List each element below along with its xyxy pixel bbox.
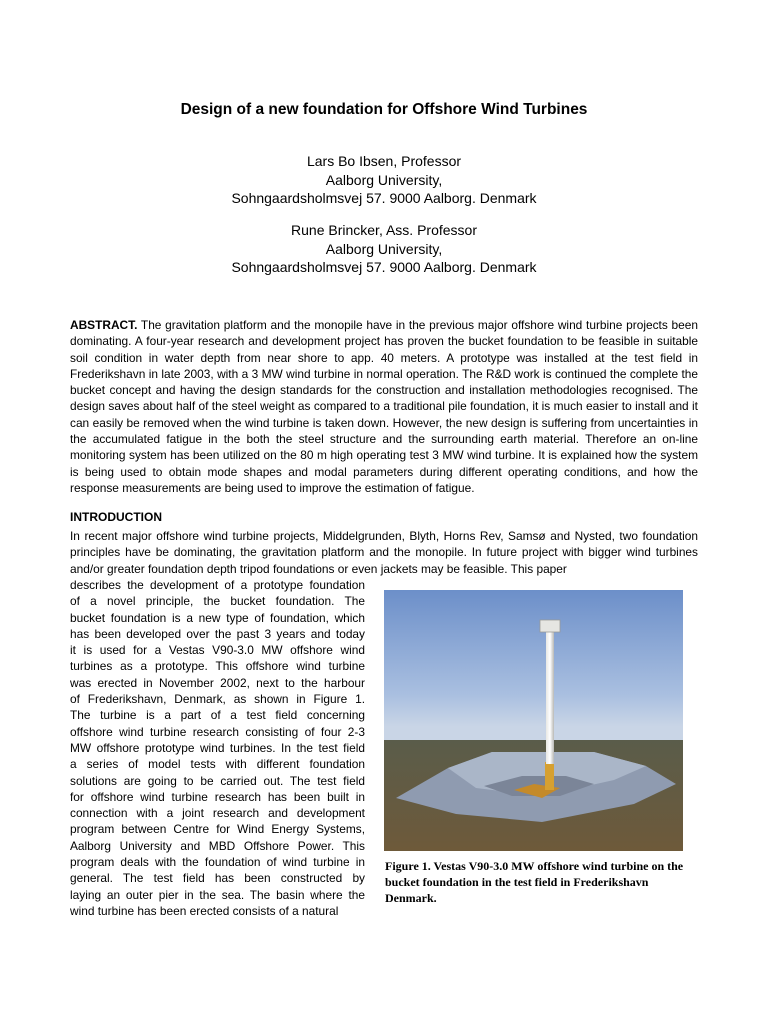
text-line: was erected in November 2002, next to the harbour xyxy=(70,675,365,690)
text-line: Aalborg University and MBD Offshore Power. This xyxy=(70,838,365,853)
paper-title: Design of a new foundation for Offshore Wind Turbines xyxy=(180,101,588,118)
author-affiliation: Aalborg University, xyxy=(325,171,443,188)
text-line: offshore wind turbine research consisting of four 2-3 xyxy=(70,724,365,739)
author-block-1 xyxy=(0,152,768,208)
introduction-column-text xyxy=(70,577,365,919)
author-block-2 xyxy=(0,221,768,277)
text-line: a series of model tests with different foundation xyxy=(70,757,365,772)
wind-turbine-render-image xyxy=(384,590,683,851)
text-line: describes the development of a prototype foundation xyxy=(70,578,365,592)
text-line: general. The test field has been constructed by xyxy=(70,871,365,886)
abstract-paragraph xyxy=(70,317,698,496)
author-address: Sohngaardsholmsvej 57. 9000 Aalborg. Denmark xyxy=(231,259,537,275)
text-line: program deals with the foundation of wind turbine in xyxy=(70,855,365,870)
text-line: has been developed over the past 3 years and today xyxy=(70,626,365,641)
author-address: Sohngaardsholmsvej 57. 9000 Aalborg. Denmark xyxy=(231,190,537,206)
text-line: bucket foundation is a new type of foundation, which xyxy=(70,610,365,625)
text-line: The turbine is a part of a test field concerning xyxy=(70,708,365,723)
text-line: turbines as a prototype. This offshore wind turbine xyxy=(70,659,365,674)
author-affiliation: Aalborg University, xyxy=(325,240,443,257)
text-line: wind turbine has been erected consists of a natural xyxy=(70,903,339,918)
abstract-label: ABSTRACT. xyxy=(70,318,138,332)
author-name: Rune Brincker, Ass. Professor xyxy=(291,222,477,238)
figure-wind-turbine-render xyxy=(384,590,683,851)
introduction-heading: INTRODUCTION xyxy=(70,510,162,524)
text-line: laying an outer pier in the sea. The basin where the xyxy=(70,887,365,902)
text-line: MW offshore prototype wind turbines. In the test field xyxy=(70,740,365,755)
text-line: program between Centre for Wind Energy Systems, xyxy=(70,822,365,837)
abstract-text: The gravitation platform and the monopile have in the previous major offshore wind turbine projects been dominating. A four-year research and development project has proven the bucket foundation to be feasible in suitable soil condition in water depth from near shore to app. 40 meters. A prototype was installed at the test field in Frederikshavn in late 2003, with a 3 MW wind turbine in normal operation. The R&D work is continued the complete the bucket concept and having the design standards for the construction and installation methodologies recognised. The design saves about half of the steel weight as compared to a traditional pile foundation, it is much easier to install and it can easily be removed when the wind turbine is taken down. However, the new design is suffering from uncertainties in the accumulated fatigue in the both the steel structure and the surrounding earth material. Therefore an on-line monitoring system has been utilized on the 80 m high operating test 3 MW wind turbine. It is explained how the system is being used to obtain mode shapes and modal parameters during different operating conditions, and how the response measurements are being used to improve the estimation of fatigue. xyxy=(70,318,698,495)
introduction-paragraph-full-width: In recent major offshore wind turbine projects, Middelgrunden, Blyth, Horns Rev, Samsø and Nysted, two foundation principles have be dominating, the gravitation platform and the monopile. In future project with bigger wind turbines and/or greater foundation depth tripod foundations or even jackets may be feasible. This paper xyxy=(70,529,698,576)
figure-caption: Figure 1. Vestas V90-3.0 MW offshore wind turbine on the bucket foundation in the test field in Frederikshavn Denmark. xyxy=(385,859,684,905)
text-line: of a novel principle, the bucket foundation. The xyxy=(70,594,365,609)
author-name: Lars Bo Ibsen, Professor xyxy=(306,153,462,169)
text-line: of Frederikshavn, Denmark, as shown in Figure 1. xyxy=(70,692,365,707)
text-line: connection with a joint research and development xyxy=(70,806,365,821)
text-line: solutions are going to be carried out. The test field xyxy=(70,773,365,788)
text-line: it is used for a Vestas V90-3.0 MW offshore wind xyxy=(70,643,365,658)
text-line: for offshore wind turbine research has been built in xyxy=(70,789,365,804)
